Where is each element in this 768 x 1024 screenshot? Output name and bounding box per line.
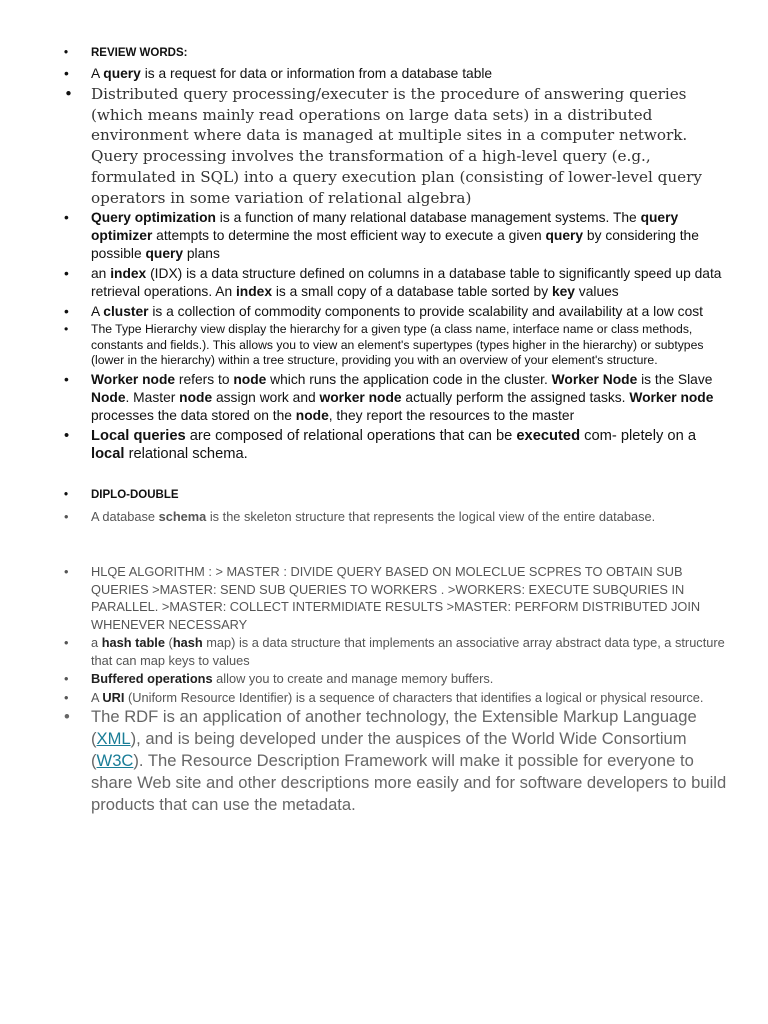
bullet-icon: • (64, 371, 69, 387)
bullet-icon: • (64, 635, 69, 650)
list-item (0, 488, 768, 502)
list-item (0, 46, 768, 60)
list-item: • Distributed query processing/executer is the procedure of answering queries (which means mainly read operations on large data sets) in a distributed environment where data is managed at multiple sites in a computer network. Query processing involves the transformation of a high-level query (e.g., formulated in SQL) into a query execution plan (consisting of lower-level query operators in some variation of relational algebra) (64, 85, 702, 207)
list-item: • Query optimization is a function of many relational database management systems. The query optimizer attempts to determine the most efficient way to execute a given query by considering the possible query plans (64, 210, 699, 262)
bullet-list-middle (0, 488, 768, 526)
bullet-icon: • (64, 85, 73, 103)
bullet-icon: • (64, 322, 69, 337)
bullet-icon: • (64, 210, 69, 226)
list-item: • The Type Hierarchy view display the hierarchy for a given type (a class name, interface name or class methods, constants and fields.). This allows you to view an element's supertypes (types higher in the hierarchy) or subtypes (lower in the hierarchy) within a tree structure, providing you with an overview of your element's structure. (64, 322, 704, 368)
bullet-icon: • (64, 671, 69, 686)
list-item: • Worker node refers to node which runs the application code in the cluster. Worker Node is the Slave Node. Master node assign work and worker node actually perform the assigned tasks. Worker node processes the data stored on the node, they report the resources to the master (64, 371, 714, 423)
list-item: • a hash table (hash map) is a data structure that implements an associative array abstract data type, a structure that can map keys to values (64, 635, 725, 668)
list-item: • Local queries are composed of relational operations that can be executed com- pletely on a local relational schema. (64, 427, 696, 463)
bullet-icon: • (64, 509, 69, 524)
xml-link[interactable]: XML (96, 729, 131, 748)
bullet-icon: • (64, 489, 69, 501)
list-item: • HLQE ALGORITHM : > MASTER : DIVIDE QUERY BASED ON MOLECLUE SCPRES TO OBTAIN SUB QUERIES >MASTER: SEND SUB QUERIES TO WORKERS . >WORKERS: EXECUTE SUBQURIES IN PARALLEL. >MASTER: COLLECT INTERMIDIATE RESULTS >MASTER: PERFORM DISTRIBUTED JOIN WHENEVER NECESSARY (64, 564, 701, 632)
list-item: • The RDF is an application of another technology, the Extensible Markup Language (XML), and is being developed under the auspices of the World Wide Consortium (W3C). The Resource Description Framework will make it possible for everyone to share Web site and other descriptions more easily and for software developers to build products that can use the metadata. (64, 707, 727, 814)
bullet-icon: • (64, 689, 69, 705)
bullet-icon: • (64, 564, 69, 579)
w3c-link[interactable]: W3C (96, 751, 134, 770)
list-item: • an index (IDX) is a data structure defined on columns in a database table to significantly speed up data retrieval operations. An index is a small copy of a database table sorted by key values (64, 266, 722, 300)
bullet-icon: • (64, 707, 70, 726)
bullet-icon: • (64, 47, 69, 59)
list-item: • Buffered operations allow you to create and manage memory buffers. (64, 671, 494, 686)
list-item: • A URI (Uniform Resource Identifier) is a sequence of characters that identifies a logical or physical resource. (64, 689, 704, 705)
heading-diplo-double: DIPLO-DOUBLE (91, 489, 179, 501)
heading-review-words: REVIEW WORDS: (91, 47, 188, 59)
bullet-list-bottom (0, 563, 768, 816)
bullet-list-top (0, 46, 768, 464)
bullet-icon: • (64, 266, 69, 282)
list-item: • A cluster is a collection of commodity components to provide scalability and availability at a low cost (64, 304, 703, 320)
bullet-icon: • (64, 66, 69, 81)
list-item: • A database schema is the skeleton structure that represents the logical view of the entire database. (64, 509, 656, 524)
bullet-icon: • (64, 304, 69, 320)
list-item: • A query is a request for data or information from a database table (64, 66, 493, 81)
bullet-icon: • (64, 427, 70, 444)
